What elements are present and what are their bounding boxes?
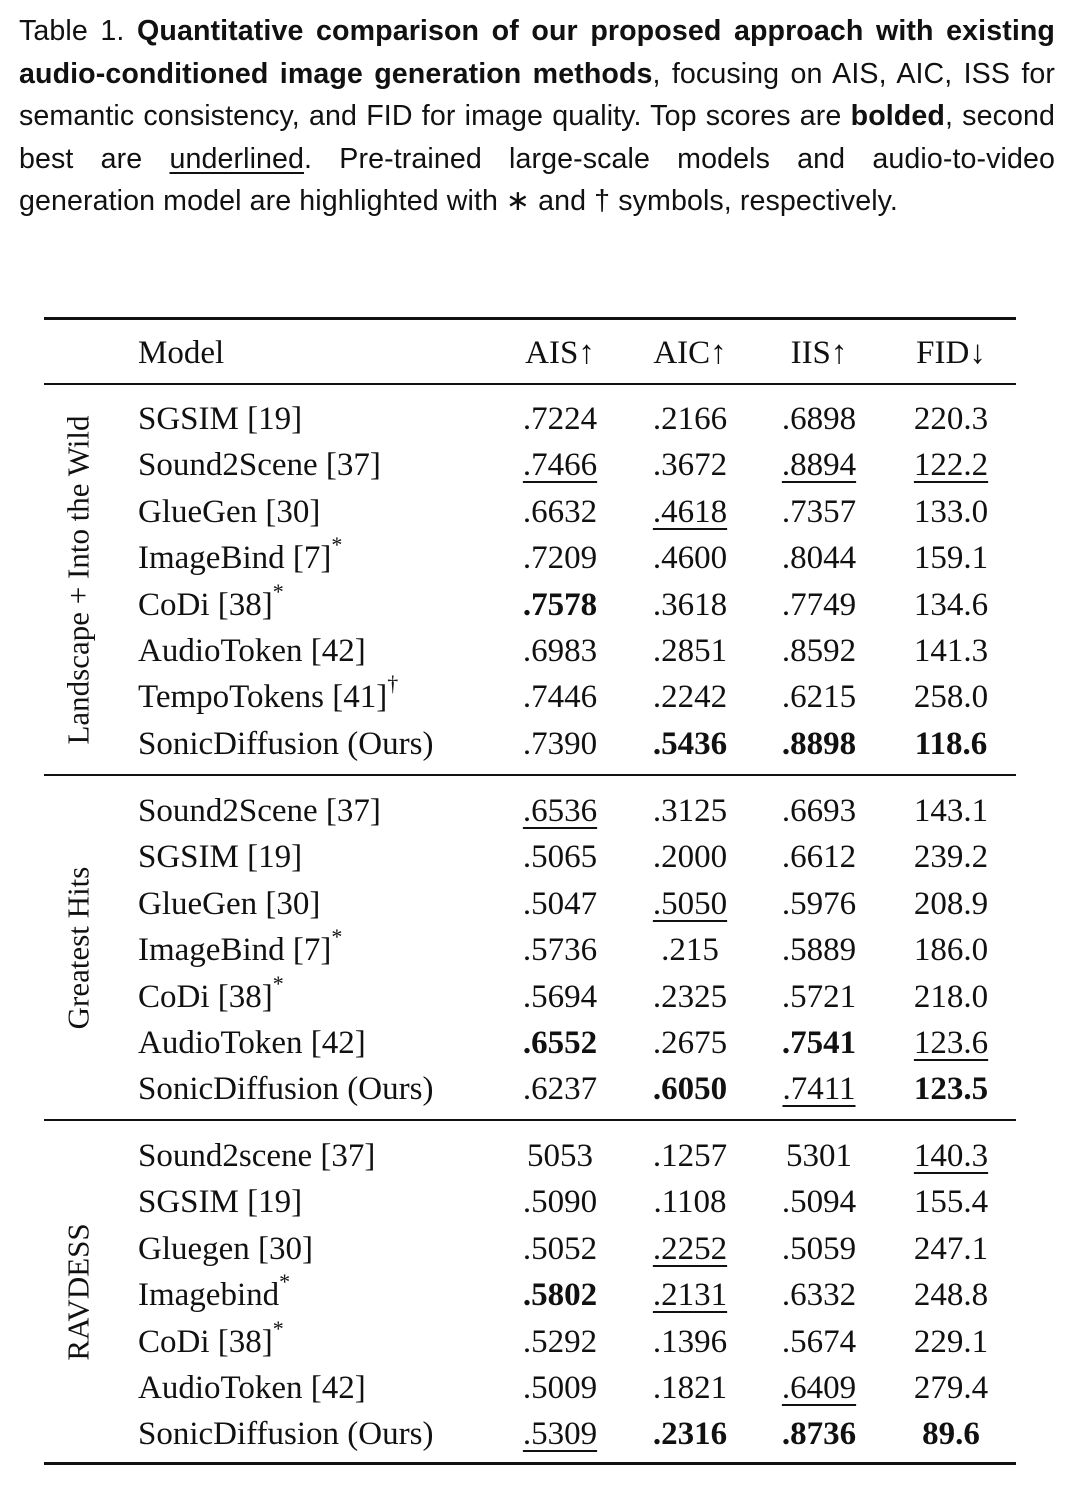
cell-fid: 279.4 (913, 1370, 989, 1406)
cell-fid: 118.6 (914, 725, 988, 762)
model-superscript: † (387, 671, 399, 697)
model-name: TempoTokens [41]† (138, 671, 399, 716)
cell-ais: .5065 (522, 839, 598, 876)
model-name: CoDi [38]* (138, 578, 284, 623)
cell-fid: 141.3 (913, 633, 989, 669)
model-name: SGSIM [19] (138, 839, 303, 876)
model-name: SonicDiffusion (Ours) (138, 1071, 434, 1108)
cell-ais: .6552 (522, 1025, 598, 1061)
cell-aic: .4618 (652, 493, 728, 530)
model-name: Gluegen [30] (138, 1230, 314, 1267)
cell-ais: .5802 (522, 1277, 598, 1314)
cell-iis: .6898 (781, 401, 857, 437)
cell-iis: .8592 (781, 633, 857, 669)
group-label: Landscape + Into the Wild (60, 415, 95, 745)
table-bottom-rule (44, 1462, 1016, 1465)
cell-iis: .6409 (781, 1370, 857, 1406)
cell-iis: .7749 (781, 586, 857, 623)
model-name: SGSIM [19] (138, 401, 303, 437)
header-rule (44, 383, 1016, 385)
header-fid: FID↓ (916, 335, 986, 371)
model-name: AudioToken [42] (138, 1370, 366, 1406)
cell-ais: .5309 (522, 1416, 598, 1453)
cell-aic: .5050 (652, 885, 728, 922)
cell-aic: .215 (661, 932, 719, 969)
cell-fid: 218.0 (913, 978, 989, 1015)
model-name: GlueGen [30] (138, 885, 321, 922)
model-name: SonicDiffusion (Ours) (138, 1416, 434, 1453)
table-top-rule (44, 317, 1016, 320)
model-name: Imagebind* (138, 1269, 291, 1314)
header-iis: IIS↑ (790, 335, 848, 371)
group-label: Greatest Hits (60, 866, 95, 1029)
cell-iis: .5094 (781, 1184, 857, 1221)
cell-ais: .5090 (522, 1184, 598, 1221)
header-aic: AIC↑ (653, 335, 727, 371)
cell-fid: 140.3 (913, 1138, 989, 1174)
cell-iis: 5301 (786, 1138, 852, 1174)
cell-iis: .7541 (781, 1025, 857, 1061)
cell-aic: .3672 (652, 447, 728, 484)
caption-text-1: , focusing on AIS, AIC, ISS for semantic consistency, and FID for image quality. Top scores are (19, 57, 1055, 133)
header-ais: AIS↑ (525, 335, 595, 371)
cell-aic: .2242 (652, 679, 728, 716)
cell-fid: 155.4 (913, 1184, 989, 1221)
cell-ais: .6237 (522, 1071, 598, 1108)
model-name: Sound2Scene [37] (138, 447, 381, 484)
cell-ais: .5052 (522, 1230, 598, 1267)
cell-fid: 220.3 (913, 401, 989, 437)
cell-ais: 5053 (527, 1138, 593, 1174)
cell-ais: .7446 (522, 679, 598, 716)
cell-aic: .2000 (652, 839, 728, 876)
cell-iis: .8898 (781, 725, 857, 762)
cell-iis: .8044 (781, 540, 857, 577)
cell-aic: .3125 (652, 793, 728, 829)
cell-iis: .6332 (781, 1277, 857, 1314)
model-superscript: * (272, 1315, 284, 1341)
cell-iis: .8894 (781, 447, 857, 484)
cell-ais: .7578 (522, 586, 598, 623)
cell-fid: 134.6 (913, 586, 989, 623)
cell-fid: 247.1 (913, 1230, 989, 1267)
model-name: AudioToken [42] (138, 1025, 366, 1061)
cell-ais: .7390 (522, 725, 598, 762)
model-superscript: * (272, 970, 284, 996)
model-name: ImageBind [7]* (138, 924, 343, 969)
cell-ais: .7224 (522, 401, 598, 437)
cell-iis: .5889 (781, 932, 857, 969)
cell-ais: .6983 (522, 633, 598, 669)
cell-iis: .8736 (781, 1416, 857, 1453)
cell-aic: .2851 (652, 633, 728, 669)
model-name: Sound2scene [37] (138, 1138, 376, 1174)
model-name: SGSIM [19] (138, 1184, 303, 1221)
caption-text-2: , second best are (19, 100, 1055, 175)
model-name: ImageBind [7]* (138, 532, 343, 577)
cell-aic: .2675 (652, 1025, 728, 1061)
cell-aic: .2131 (652, 1277, 728, 1314)
cell-aic: .1108 (653, 1184, 727, 1221)
group-label: RAVDESS (60, 1222, 95, 1361)
caption-text-3: . Pre-trained large-scale models and audio-to-video generation model are highlighted with ∗ and † symbols, respectively. (19, 142, 1055, 218)
cell-fid: 122.2 (913, 447, 989, 484)
cell-iis: .6693 (781, 793, 857, 829)
model-name: AudioToken [42] (138, 633, 366, 669)
cell-fid: 239.2 (913, 839, 989, 876)
cell-ais: .5694 (522, 978, 598, 1015)
cell-aic: .2325 (652, 978, 728, 1015)
cell-fid: 186.0 (913, 932, 989, 969)
group-separator-rule (44, 774, 1016, 776)
cell-ais: .7466 (522, 447, 598, 484)
model-superscript: * (279, 1269, 291, 1295)
caption-underline-word: underlined (169, 142, 305, 175)
model-name: GlueGen [30] (138, 493, 321, 530)
cell-aic: .3618 (652, 586, 728, 623)
cell-ais: .7209 (522, 540, 598, 577)
model-superscript: * (272, 578, 284, 604)
group-separator-rule (44, 1119, 1016, 1121)
cell-aic: .1257 (652, 1138, 728, 1174)
model-superscript: * (331, 532, 343, 558)
cell-aic: .2252 (652, 1230, 728, 1267)
cell-aic: .2316 (652, 1416, 728, 1453)
model-name: CoDi [38]* (138, 1315, 284, 1360)
cell-iis: .7411 (782, 1071, 856, 1108)
cell-fid: 208.9 (913, 885, 989, 922)
cell-fid: 89.6 (922, 1416, 980, 1453)
cell-fid: 248.8 (913, 1277, 989, 1314)
model-superscript: * (331, 924, 343, 950)
cell-fid: 258.0 (913, 679, 989, 716)
cell-iis: .5976 (781, 885, 857, 922)
header-model: Model (138, 335, 225, 371)
cell-iis: .5674 (781, 1323, 857, 1360)
cell-aic: .5436 (652, 725, 728, 762)
model-name: SonicDiffusion (Ours) (138, 725, 434, 762)
caption-bold-title: Quantitative comparison of our proposed approach with existing audio-conditioned image generation methods (19, 15, 1055, 90)
cell-aic: .1821 (652, 1370, 728, 1406)
cell-ais: .5047 (522, 885, 598, 922)
cell-iis: .6612 (781, 839, 857, 876)
cell-iis: .5721 (781, 978, 857, 1015)
table-caption (19, 10, 1055, 223)
cell-aic: .6050 (652, 1071, 728, 1108)
cell-ais: .5736 (522, 932, 598, 969)
cell-fid: 143.1 (913, 793, 989, 829)
caption-label: Table 1. (19, 15, 125, 47)
cell-fid: 159.1 (913, 540, 989, 577)
cell-fid: 123.6 (913, 1025, 989, 1061)
cell-ais: .5292 (522, 1323, 598, 1360)
cell-aic: .1396 (652, 1323, 728, 1360)
caption-bold-word: bolded (850, 100, 945, 133)
cell-iis: .6215 (781, 679, 857, 716)
cell-fid: 229.1 (913, 1323, 989, 1360)
model-name: Sound2Scene [37] (138, 793, 381, 829)
cell-iis: .5059 (781, 1230, 857, 1267)
model-name: CoDi [38]* (138, 970, 284, 1015)
cell-aic: .4600 (652, 540, 728, 577)
cell-fid: 123.5 (913, 1071, 989, 1108)
cell-ais: .6536 (522, 793, 598, 829)
cell-iis: .7357 (781, 493, 857, 530)
cell-ais: .5009 (522, 1370, 598, 1406)
cell-aic: .2166 (652, 401, 728, 437)
cell-ais: .6632 (522, 493, 598, 530)
cell-fid: 133.0 (913, 493, 989, 530)
